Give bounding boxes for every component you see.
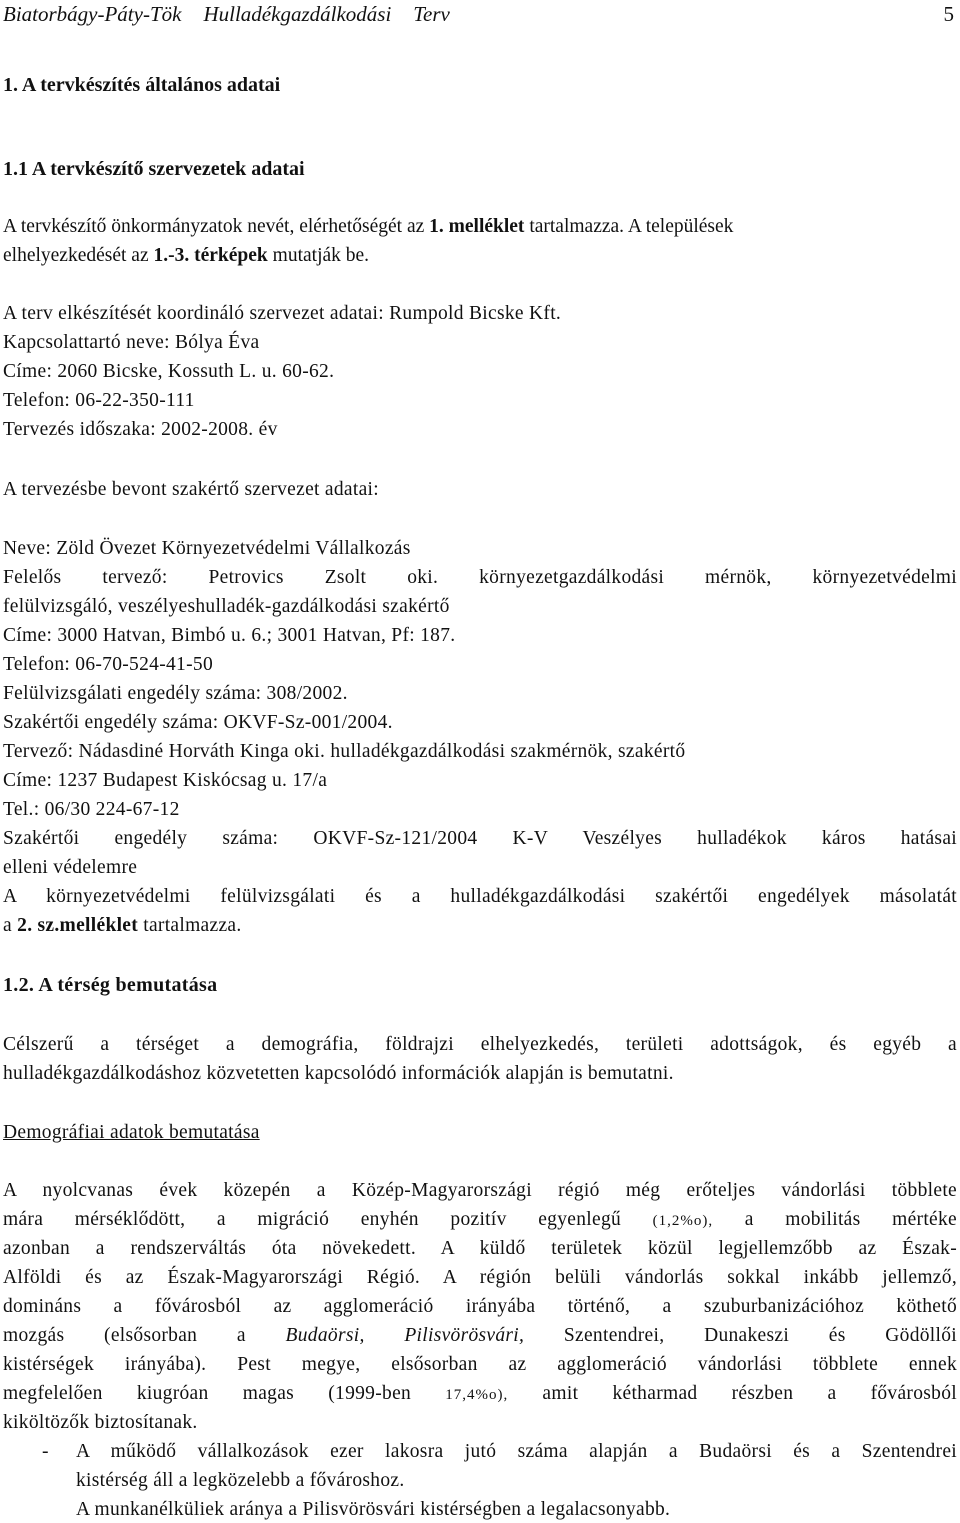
intro-text-c: tartalmazza. A települések: [524, 216, 734, 237]
bullet-dash: -: [42, 1441, 49, 1462]
demo-para-line-9: kiköltözők biztosítanak.: [3, 1412, 198, 1433]
expert-org-heading: A tervezésbe bevont szakértő szervezet adatai:: [3, 479, 379, 500]
section-1-2-heading: 1.2. A térség bemutatása: [3, 974, 218, 996]
expert-permit-2-cont: elleni védelemre: [3, 857, 138, 878]
coordinating-org: A terv elkészítését koordináló szervezet adatai: Rumpold Bicske Kft.: [3, 303, 562, 324]
annex-2-ref: 2. sz.melléklet: [17, 915, 139, 936]
demo-para-line-6: [3, 1323, 957, 1349]
demo-line6-a: mozgás (elsősorban a: [3, 1325, 286, 1346]
coord-address: Címe: 2060 Bicske, Kossuth L. u. 60-62.: [3, 361, 335, 382]
responsible-designer-1: Felelős tervező: Petrovics Zsolt oki. környezetgazdálkodási mérnök, környezetvédelmi: [3, 567, 957, 588]
designer-2-address: Címe: 1237 Budapest Kiskócsag u. 17/a: [3, 770, 328, 791]
section-1-heading: 1. A tervkészítés általános adatai: [3, 74, 281, 96]
demo-para-line-8: [3, 1381, 957, 1408]
review-permit: Felülvizsgálati engedély száma: 308/2002.: [3, 683, 348, 704]
section-1-1-heading: 1.1 A tervkészítő szervezetek adatai: [3, 158, 305, 180]
demo-para-line-7: kistérségek irányába). Pest megye, elsősorban az agglomeráció vándorlási többlete ennek: [3, 1354, 957, 1375]
migration-balance: (1,2%o),: [652, 1213, 714, 1229]
header-title-part-2: Hulladékgazdálkodási: [203, 2, 392, 26]
intro-line-2: [3, 243, 957, 269]
intro-text-a: A tervkészítő önkormányzatok nevét, elérhetőségét az: [3, 216, 430, 237]
annex-2-line-cont: [3, 913, 957, 939]
demo-line2-c: a mobilitás mértéke: [713, 1209, 957, 1230]
demo-line6-space: [365, 1325, 405, 1346]
expert-org-name: Neve: Zöld Övezet Környezetvédelmi Vállalkozás: [3, 538, 411, 559]
maps-ref: 1.-3. térképek: [153, 245, 268, 266]
responsible-designer-1-cont: felülvizsgáló, veszélyeshulladék-gazdálkodási szakértő: [3, 596, 450, 617]
contact-person: Kapcsolattartó neve: Bólya Éva: [3, 332, 260, 353]
demo-para-line-1: A nyolcvanas évek közepén a Közép-Magyarországi régió még erőteljes vándorlási többlete: [3, 1180, 957, 1201]
bullet-line-2: kistérség áll a legközelebb a fővároshoz.: [76, 1470, 405, 1491]
coord-phone: Telefon: 06-22-350-111: [3, 390, 195, 411]
demo-line2-a: mára mérséklődött, a migráció enyhén pozitív egyenlegű: [3, 1209, 653, 1230]
demo-line6-c: Szentendrei, Dunakeszi és Gödöllői: [524, 1325, 957, 1346]
designer-2: Tervező: Nádasdiné Horváth Kinga oki. hulladékgazdálkodási szakmérnök, szakértő: [3, 741, 686, 762]
page-number: 5: [943, 2, 954, 26]
region-intro-line-1: Célszerű a térséget a demográfia, földrajzi elhelyezkedés, területi adottságok, és egyéb a: [3, 1034, 957, 1055]
demographics-subheading: [3, 1120, 957, 1146]
intro-line-1: [3, 214, 960, 240]
bullet-line-1: A működő vállalkozások ezer lakosra jutó száma alapján a Budaörsi és a Szentendrei: [76, 1441, 957, 1462]
expert-permit-1: Szakértői engedély száma: OKVF-Sz-001/2004.: [3, 712, 393, 733]
budaorsi-ref: Budaörsi,: [285, 1325, 365, 1346]
demo-line8-c: amit kétharmad részben a fővárosból: [508, 1383, 957, 1404]
demo-para-line-5: domináns a fővárosból az agglomeráció irányába történő, a szuburbanizációhoz köthető: [3, 1296, 957, 1317]
header-title-part-1: Biatorbágy-Páty-Tök: [3, 2, 182, 26]
intro-text-2a: elhelyezkedését az: [3, 245, 154, 266]
annex-2-line: A környezetvédelmi felülvizsgálati és a hulladékgazdálkodási szakértői engedélyek másolatát: [3, 886, 957, 907]
bullet-line-3: A munkanélküliek aránya a Pilisvörösvári kistérségben a legalacsonyabb.: [76, 1499, 671, 1520]
planning-period: Tervezés időszaka: 2002-2008. év: [3, 419, 278, 440]
header-title-part-3: Terv: [413, 2, 450, 26]
annex-2-text-a: a: [3, 915, 18, 936]
region-intro-line-2: hulladékgazdálkodáshoz közvetetten kapcsolódó információk alapján is bemutatni.: [3, 1063, 674, 1084]
designer-2-phone: Tel.: 06/30 224-67-12: [3, 799, 180, 820]
demo-para-line-2: [3, 1207, 957, 1234]
intro-text-2c: mutatják be.: [267, 245, 370, 266]
designer-1-phone: Telefon: 06-70-524-41-50: [3, 654, 213, 675]
running-header: [3, 2, 472, 27]
demo-para-line-4: Alföldi és az Észak-Magyarországi Régió. A régión belüli vándorlás sokkal inkább jellemző,: [3, 1267, 957, 1288]
expert-permit-2: Szakértői engedély száma: OKVF-Sz-121/2004 K-V Veszélyes hulladékok káros hatásai: [3, 828, 957, 849]
annex-1-ref: 1. melléklet: [429, 216, 525, 237]
demo-para-line-3: azonban a rendszerváltás óta növekedett. A küldő területek közül legjellemzőbb az Észak-: [3, 1238, 957, 1259]
annex-2-text-c: tartalmazza.: [138, 915, 242, 936]
pilisvorosvari-ref: Pilisvörösvári,: [404, 1325, 525, 1346]
demo-line8-a: megfelelően kiugróan magas (1999-ben: [3, 1383, 446, 1404]
designer-1-address: Címe: 3000 Hatvan, Bimbó u. 6.; 3001 Hatvan, Pf: 187.: [3, 625, 456, 646]
demographics-subheading-text: Demográfiai adatok bemutatása: [3, 1122, 260, 1143]
migration-1999: 17,4%o),: [445, 1387, 509, 1403]
